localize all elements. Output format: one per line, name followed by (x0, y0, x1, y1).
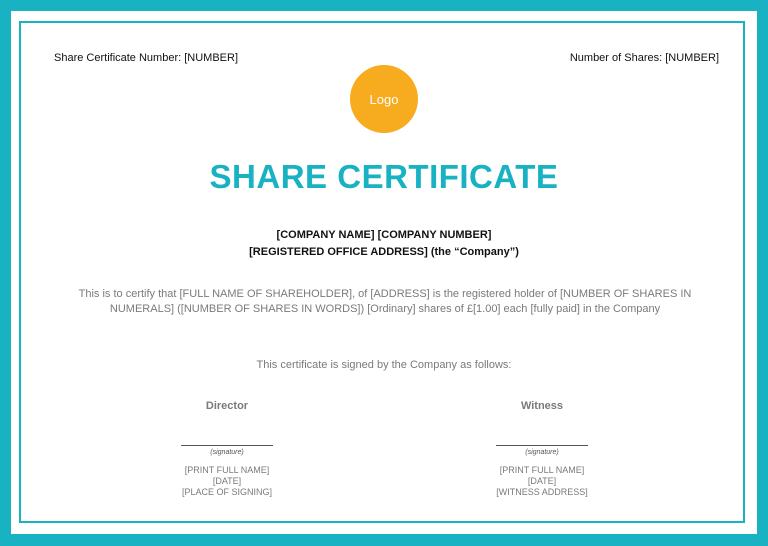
witness-name: [PRINT FULL NAME] (499, 465, 585, 475)
witness-details (472, 465, 612, 498)
company-details (0, 227, 768, 261)
signed-by-statement: This certificate is signed by the Company as follows: (256, 359, 512, 371)
company-name-number: [COMPANY NAME] [COMPANY NUMBER] (276, 229, 492, 241)
witness-address: [WITNESS ADDRESS] (496, 487, 588, 497)
witness-signature-caption: (signature) (525, 449, 559, 456)
witness-signature-block (472, 400, 612, 498)
director-signature-caption: (signature) (210, 449, 244, 456)
company-address: [REGISTERED OFFICE ADDRESS] (the “Company”) (249, 246, 519, 258)
logo-label: Logo (369, 91, 399, 107)
witness-date: [DATE] (527, 476, 557, 486)
director-signature-block (157, 400, 297, 498)
director-label: Director (205, 400, 249, 412)
director-signature-line (181, 445, 273, 446)
director-details (157, 465, 297, 498)
certificate-number: Share Certificate Number: [NUMBER] (54, 52, 238, 64)
witness-signature-line (496, 445, 588, 446)
certification-statement: This is to certify that [FULL NAME OF SHAREHOLDER], of [ADDRESS] is the registered holder of [NUMBER OF SHARES IN NUMERALS] ([NUMBER OF SHARES IN WORDS]) [Ordinary] shares of £[1.00] each [fully paid] in the Company (78, 288, 692, 315)
director-place: [PLACE OF SIGNING] (181, 487, 273, 497)
witness-label: Witness (520, 400, 564, 412)
director-name: [PRINT FULL NAME] (184, 465, 270, 475)
logo (350, 65, 418, 133)
director-date: [DATE] (212, 476, 242, 486)
number-of-shares: Number of Shares: [NUMBER] (569, 52, 719, 64)
certificate-title: SHARE CERTIFICATE (209, 158, 559, 195)
